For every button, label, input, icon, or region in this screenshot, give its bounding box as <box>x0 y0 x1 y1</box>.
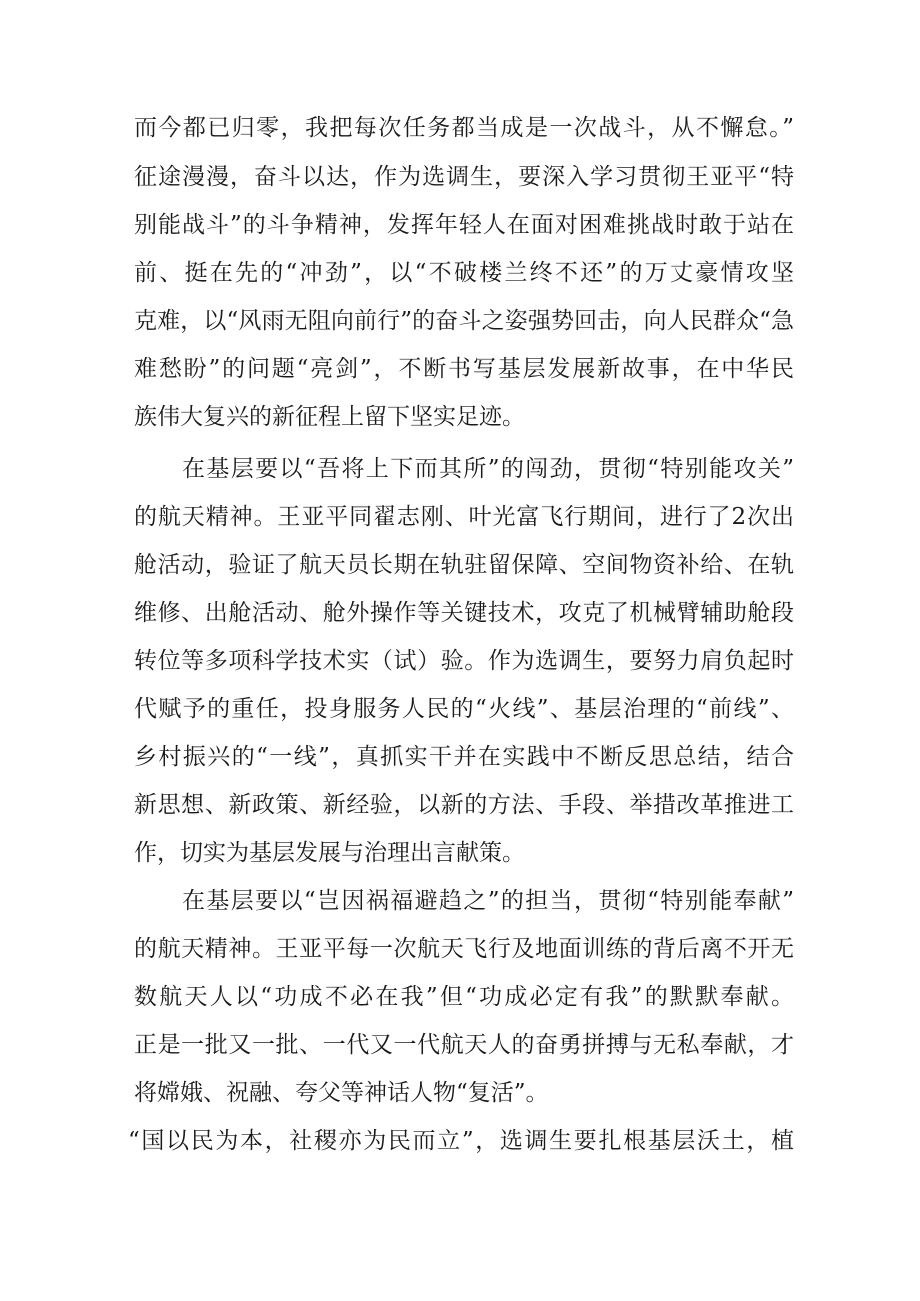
text-line-16: 作，切实为基层发展与治理出言献策。 <box>134 840 525 866</box>
text-line-11: 维修、出舱活动、舱外操作等关键技术，攻克了机械臂辅助舱段 <box>134 600 794 626</box>
text-line-3: 别能战斗”的斗争精神，发挥年轻人在面对困难挑战时敢于站在 <box>134 212 794 238</box>
text-line-7: 族伟大复兴的新征程上留下坚实足迹。 <box>134 404 525 430</box>
text-line-21: 将嫦娥、祝融、夸父等神话人物“复活”。 <box>134 1080 549 1106</box>
text-line-14: 乡村振兴的“一线”，真抓实干并在实践中不断反思总结，结合 <box>134 744 794 770</box>
text-line-10: 舱活动，验证了航天员长期在轨驻留保障、空间物资补给、在轨 <box>134 552 794 578</box>
text-line-13: 代赋予的重任，投身服务人民的“火线”、基层治理的“前线”、 <box>134 696 794 722</box>
text-line-1: 而今都已归零，我把每次任务都当成是一次战斗，从不懈怠。” <box>134 115 794 141</box>
text-line-6: 难愁盼”的问题“亮剑”，不断书写基层发展新故事，在中华民 <box>134 356 794 382</box>
text-line-2: 征途漫漫，奋斗以达，作为选调生，要深入学习贯彻王亚平“特 <box>134 164 794 190</box>
text-line-15: 新思想、新政策、新经验，以新的方法、手段、举措改革推进工 <box>134 792 794 818</box>
text-line-20: 正是一批又一批、一代又一代航天人的奋勇拼搏与无私奉献，才 <box>134 1032 794 1058</box>
text-line-5: 克难，以“风雨无阻向前行”的奋斗之姿强势回击，向人民群众“急 <box>134 308 794 334</box>
text-line-8: 在基层要以“吾将上下而其所”的闯劲，贯彻“特别能攻关” <box>182 456 794 482</box>
text-line-19: 数航天人以“功成不必在我”但“功成必定有我”的默默奉献。 <box>134 984 794 1010</box>
text-line-22: “国以民为本，社稷亦为民而立”，选调生要扎根基层沃土，植 <box>128 1128 794 1154</box>
text-line-12: 转位等多项科学技术实（试）验。作为选调生，要努力肩负起时 <box>134 648 794 674</box>
text-line-17: 在基层要以“岂因祸福避趋之”的担当，贯彻“特别能奉献” <box>182 888 794 914</box>
text-line-18: 的航天精神。王亚平每一次航天飞行及地面训练的背后离不开无 <box>134 936 794 962</box>
text-line-4: 前、挺在先的“冲劲”，以“不破楼兰终不还”的万丈豪情攻坚 <box>134 260 794 286</box>
text-line-9: 的航天精神。王亚平同翟志刚、叶光富飞行期间，进行了2次出 <box>134 504 794 530</box>
